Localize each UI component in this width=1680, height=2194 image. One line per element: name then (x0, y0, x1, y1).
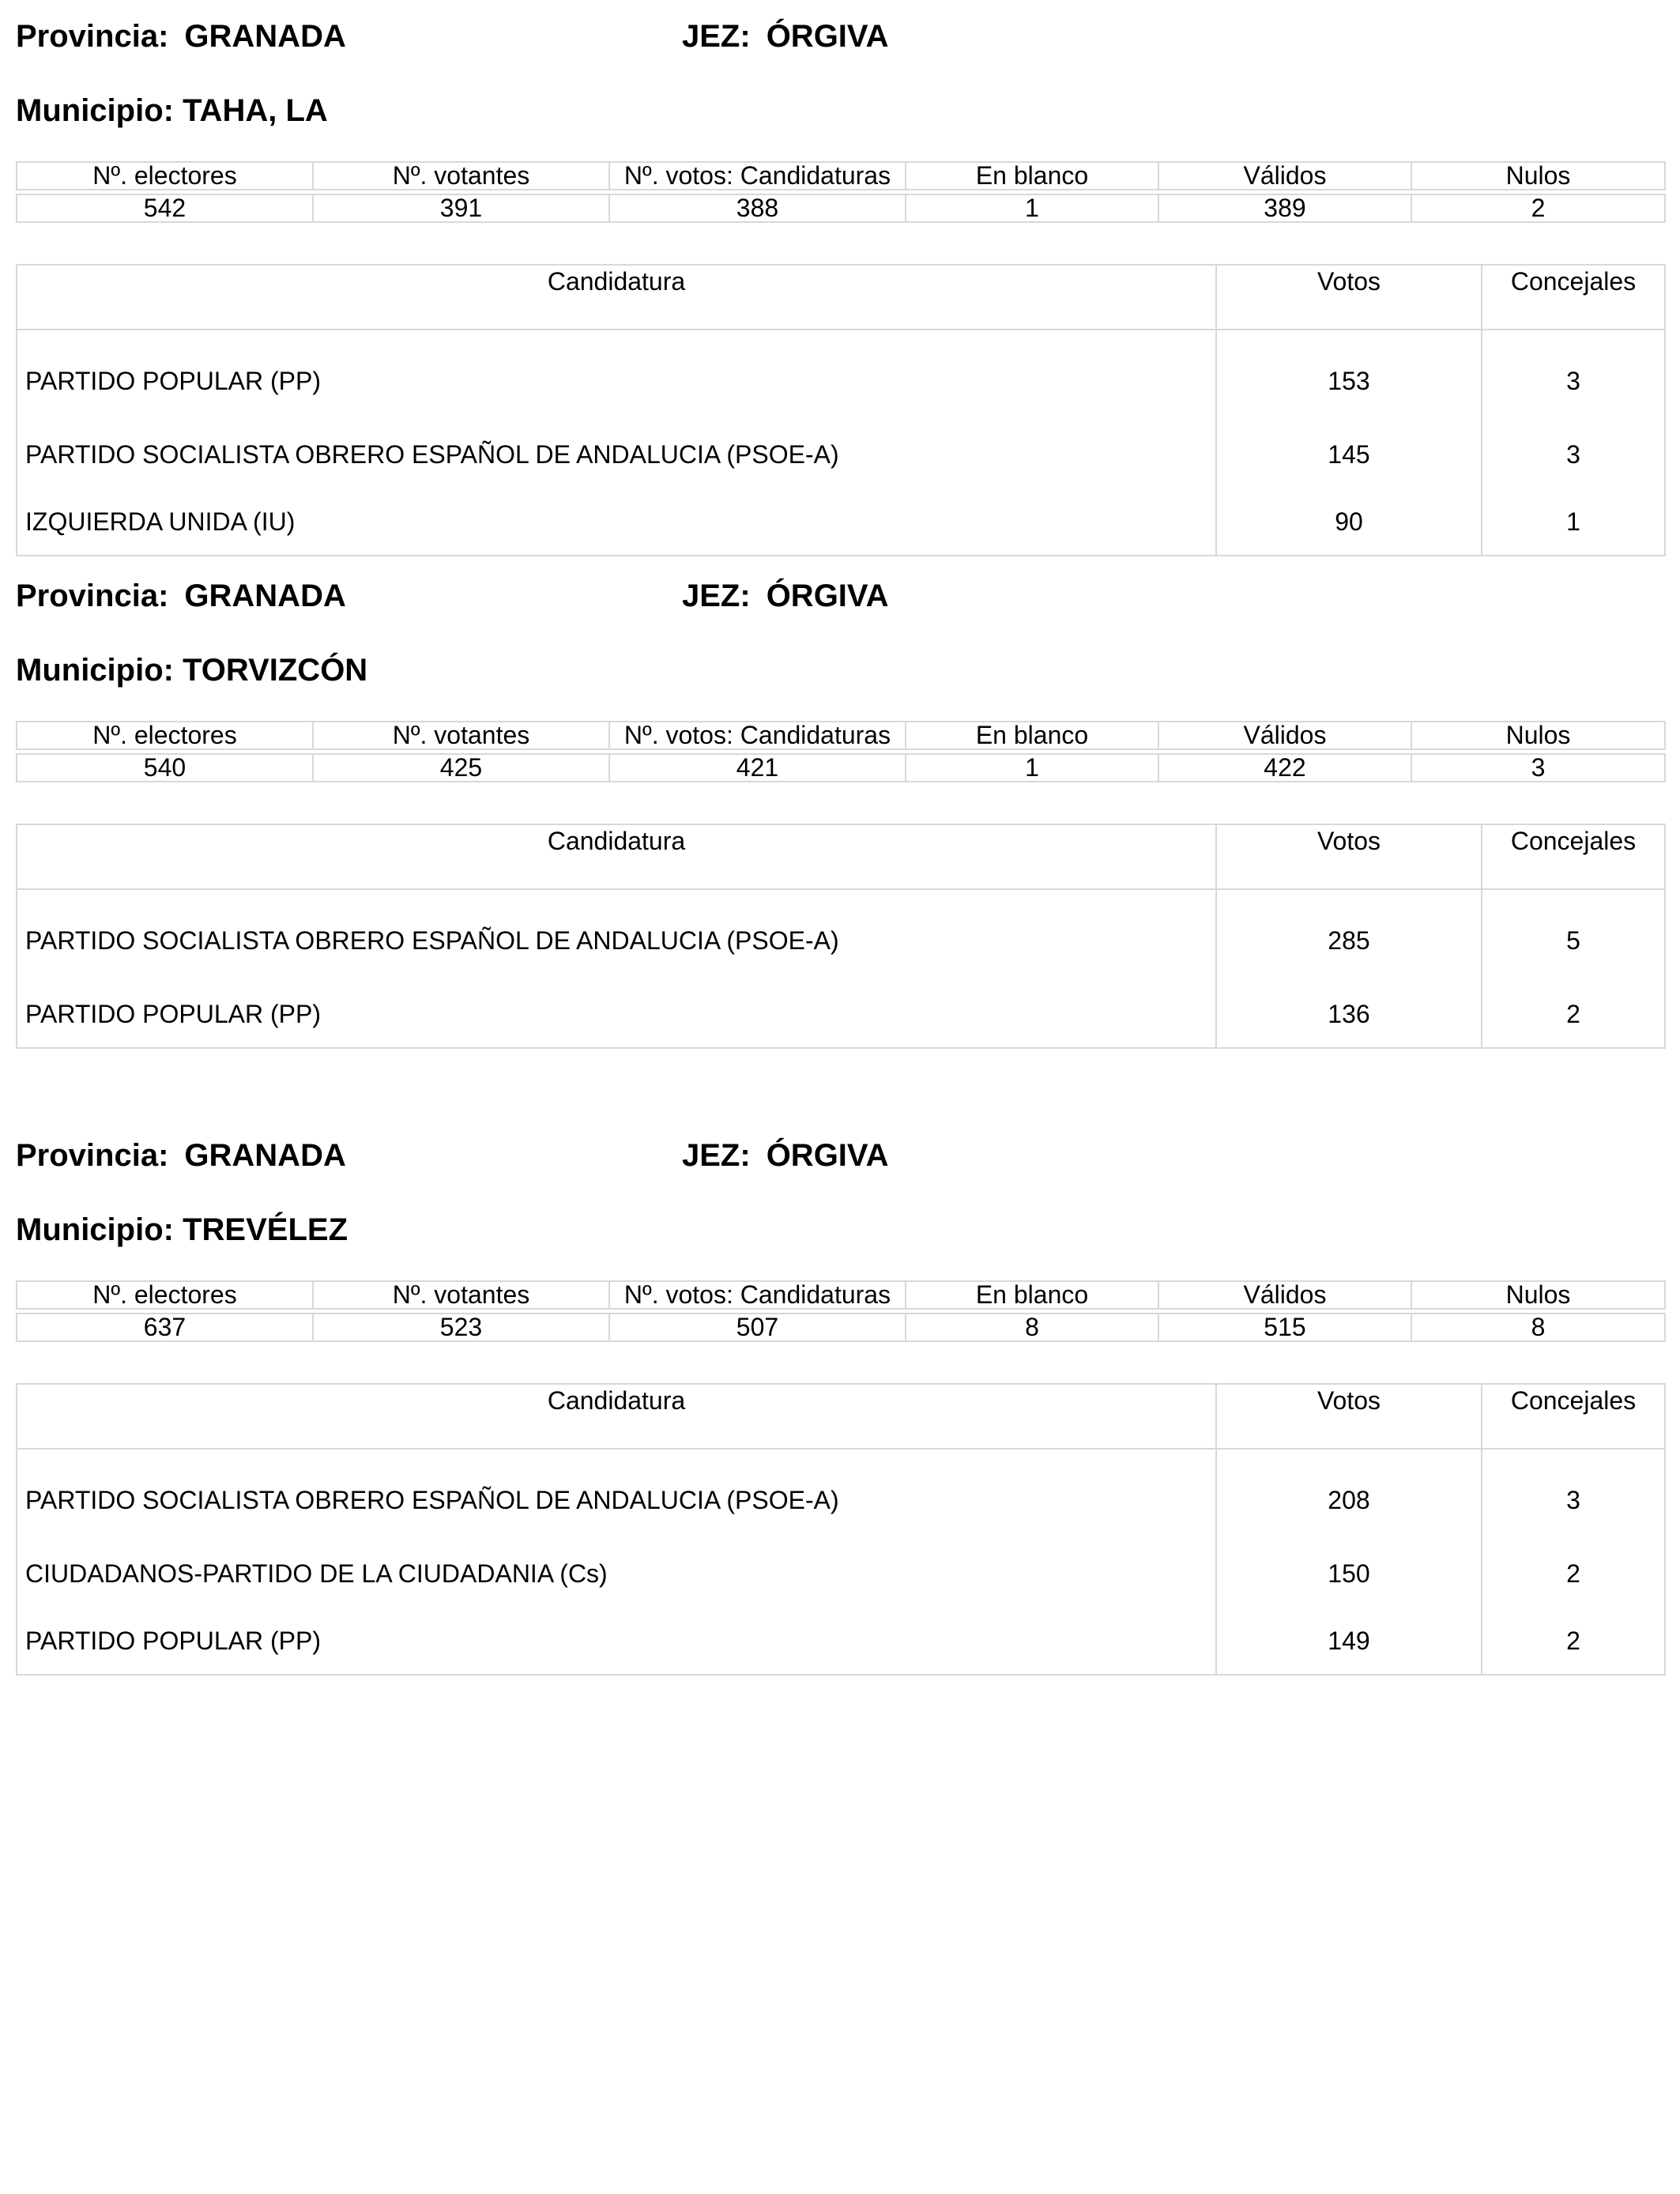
stats-header-votantes: Nº. votantes (313, 1281, 609, 1309)
stats-header-votos-candidaturas: Nº. votos: Candidaturas (609, 1281, 906, 1309)
cand-header-concejales: Concejales (1482, 265, 1665, 330)
cand-concejales: 2 (1482, 980, 1665, 1048)
cand-votos: 136 (1216, 980, 1482, 1048)
municipio-value: TAHA, LA (183, 93, 328, 128)
stats-table (16, 1280, 1666, 1342)
provincia-value: GRANADA (184, 19, 346, 54)
stats-value-electores: 637 (17, 1314, 313, 1341)
jez-heading (682, 17, 889, 55)
stats-value-validos: 422 (1158, 754, 1411, 782)
stats-header-votantes: Nº. votantes (313, 722, 609, 749)
provincia-heading (16, 17, 346, 55)
cand-concejales: 3 (1482, 420, 1665, 488)
cand-header-candidatura: Candidatura (17, 824, 1216, 889)
table-row (17, 889, 1665, 980)
stats-value-en-blanco: 1 (906, 194, 1158, 222)
municipio-label: Municipio: (16, 1212, 174, 1247)
provincia-label: Provincia: (16, 19, 169, 54)
stats-header-en-blanco: En blanco (906, 162, 1158, 190)
stats-value-en-blanco: 8 (906, 1314, 1158, 1341)
jez-value: ÓRGIVA (766, 1138, 889, 1173)
cand-header-concejales: Concejales (1482, 824, 1665, 889)
stats-value-votos-candidaturas: 421 (609, 754, 906, 782)
table-row (17, 420, 1665, 488)
stats-value-votos-candidaturas: 388 (609, 194, 906, 222)
jez-label: JEZ: (682, 19, 751, 54)
municipio-value: TORVIZCÓN (183, 653, 368, 688)
municipio-heading (16, 651, 367, 689)
stats-value-nulos: 2 (1411, 194, 1665, 222)
stats-header-electores: Nº. electores (17, 722, 313, 749)
cand-concejales: 3 (1482, 330, 1665, 420)
cand-votos: 285 (1216, 889, 1482, 980)
stats-header-nulos: Nulos (1411, 722, 1665, 749)
jez-heading (682, 577, 889, 615)
cand-name: PARTIDO SOCIALISTA OBRERO ESPAÑOL DE ANDALUCIA (PSOE-A) (17, 889, 1216, 980)
stats-value-electores: 542 (17, 194, 313, 222)
stats-header-electores: Nº. electores (17, 162, 313, 190)
table-row (17, 1540, 1665, 1607)
cand-header-votos: Votos (1216, 1384, 1482, 1449)
provincia-label: Provincia: (16, 579, 169, 613)
municipio-heading (16, 1211, 348, 1249)
cand-votos: 149 (1216, 1607, 1482, 1675)
candidaturas-table (16, 1383, 1666, 1676)
cand-name: CIUDADANOS-PARTIDO DE LA CIUDADANIA (Cs) (17, 1540, 1216, 1607)
stats-value-votantes: 523 (313, 1314, 609, 1341)
provincia-value: GRANADA (184, 579, 346, 613)
cand-votos: 90 (1216, 488, 1482, 556)
cand-header-candidatura: Candidatura (17, 1384, 1216, 1449)
cand-name: PARTIDO SOCIALISTA OBRERO ESPAÑOL DE ANDALUCIA (PSOE-A) (17, 420, 1216, 488)
stats-value-nulos: 8 (1411, 1314, 1665, 1341)
stats-header-votos-candidaturas: Nº. votos: Candidaturas (609, 162, 906, 190)
municipio-label: Municipio: (16, 653, 174, 688)
municipio-value: TREVÉLEZ (183, 1212, 348, 1247)
cand-votos: 153 (1216, 330, 1482, 420)
provincia-heading (16, 577, 346, 615)
cand-header-votos: Votos (1216, 265, 1482, 330)
table-row (17, 488, 1665, 556)
cand-name: PARTIDO SOCIALISTA OBRERO ESPAÑOL DE ANDALUCIA (PSOE-A) (17, 1449, 1216, 1540)
stats-value-votos-candidaturas: 507 (609, 1314, 906, 1341)
stats-value-nulos: 3 (1411, 754, 1665, 782)
cand-header-concejales: Concejales (1482, 1384, 1665, 1449)
cand-votos: 208 (1216, 1449, 1482, 1540)
stats-header-votos-candidaturas: Nº. votos: Candidaturas (609, 722, 906, 749)
cand-concejales: 3 (1482, 1449, 1665, 1540)
cand-name: IZQUIERDA UNIDA (IU) (17, 488, 1216, 556)
jez-label: JEZ: (682, 1138, 751, 1173)
cand-header-candidatura: Candidatura (17, 265, 1216, 330)
candidaturas-table (16, 824, 1666, 1049)
cand-votos: 145 (1216, 420, 1482, 488)
provincia-value: GRANADA (184, 1138, 346, 1173)
stats-header-validos: Válidos (1158, 162, 1411, 190)
cand-concejales: 1 (1482, 488, 1665, 556)
stats-value-votantes: 391 (313, 194, 609, 222)
cand-concejales: 2 (1482, 1607, 1665, 1675)
stats-header-en-blanco: En blanco (906, 722, 1158, 749)
municipio-section (16, 575, 1664, 1050)
stats-value-en-blanco: 1 (906, 754, 1158, 782)
stats-value-validos: 515 (1158, 1314, 1411, 1341)
stats-header-validos: Válidos (1158, 722, 1411, 749)
stats-header-nulos: Nulos (1411, 162, 1665, 190)
stats-header-nulos: Nulos (1411, 1281, 1665, 1309)
stats-value-votantes: 425 (313, 754, 609, 782)
cand-votos: 150 (1216, 1540, 1482, 1607)
stats-header-votantes: Nº. votantes (313, 162, 609, 190)
table-row (17, 1607, 1665, 1675)
table-row (17, 980, 1665, 1048)
provincia-heading (16, 1137, 346, 1174)
jez-value: ÓRGIVA (766, 19, 889, 54)
stats-table (16, 721, 1666, 782)
cand-name: PARTIDO POPULAR (PP) (17, 980, 1216, 1048)
stats-header-en-blanco: En blanco (906, 1281, 1158, 1309)
cand-name: PARTIDO POPULAR (PP) (17, 330, 1216, 420)
municipio-heading (16, 92, 328, 130)
jez-label: JEZ: (682, 579, 751, 613)
table-row (17, 1449, 1665, 1540)
provincia-label: Provincia: (16, 1138, 169, 1173)
table-row (17, 330, 1665, 420)
jez-value: ÓRGIVA (766, 579, 889, 613)
stats-value-electores: 540 (17, 754, 313, 782)
municipio-section (16, 16, 1664, 537)
municipio-section (16, 1135, 1664, 1657)
stats-header-electores: Nº. electores (17, 1281, 313, 1309)
cand-concejales: 2 (1482, 1540, 1665, 1607)
cand-concejales: 5 (1482, 889, 1665, 980)
candidaturas-table (16, 264, 1666, 556)
stats-value-validos: 389 (1158, 194, 1411, 222)
stats-table (16, 161, 1666, 223)
municipio-label: Municipio: (16, 93, 174, 128)
stats-header-validos: Válidos (1158, 1281, 1411, 1309)
jez-heading (682, 1137, 889, 1174)
cand-name: PARTIDO POPULAR (PP) (17, 1607, 1216, 1675)
cand-header-votos: Votos (1216, 824, 1482, 889)
